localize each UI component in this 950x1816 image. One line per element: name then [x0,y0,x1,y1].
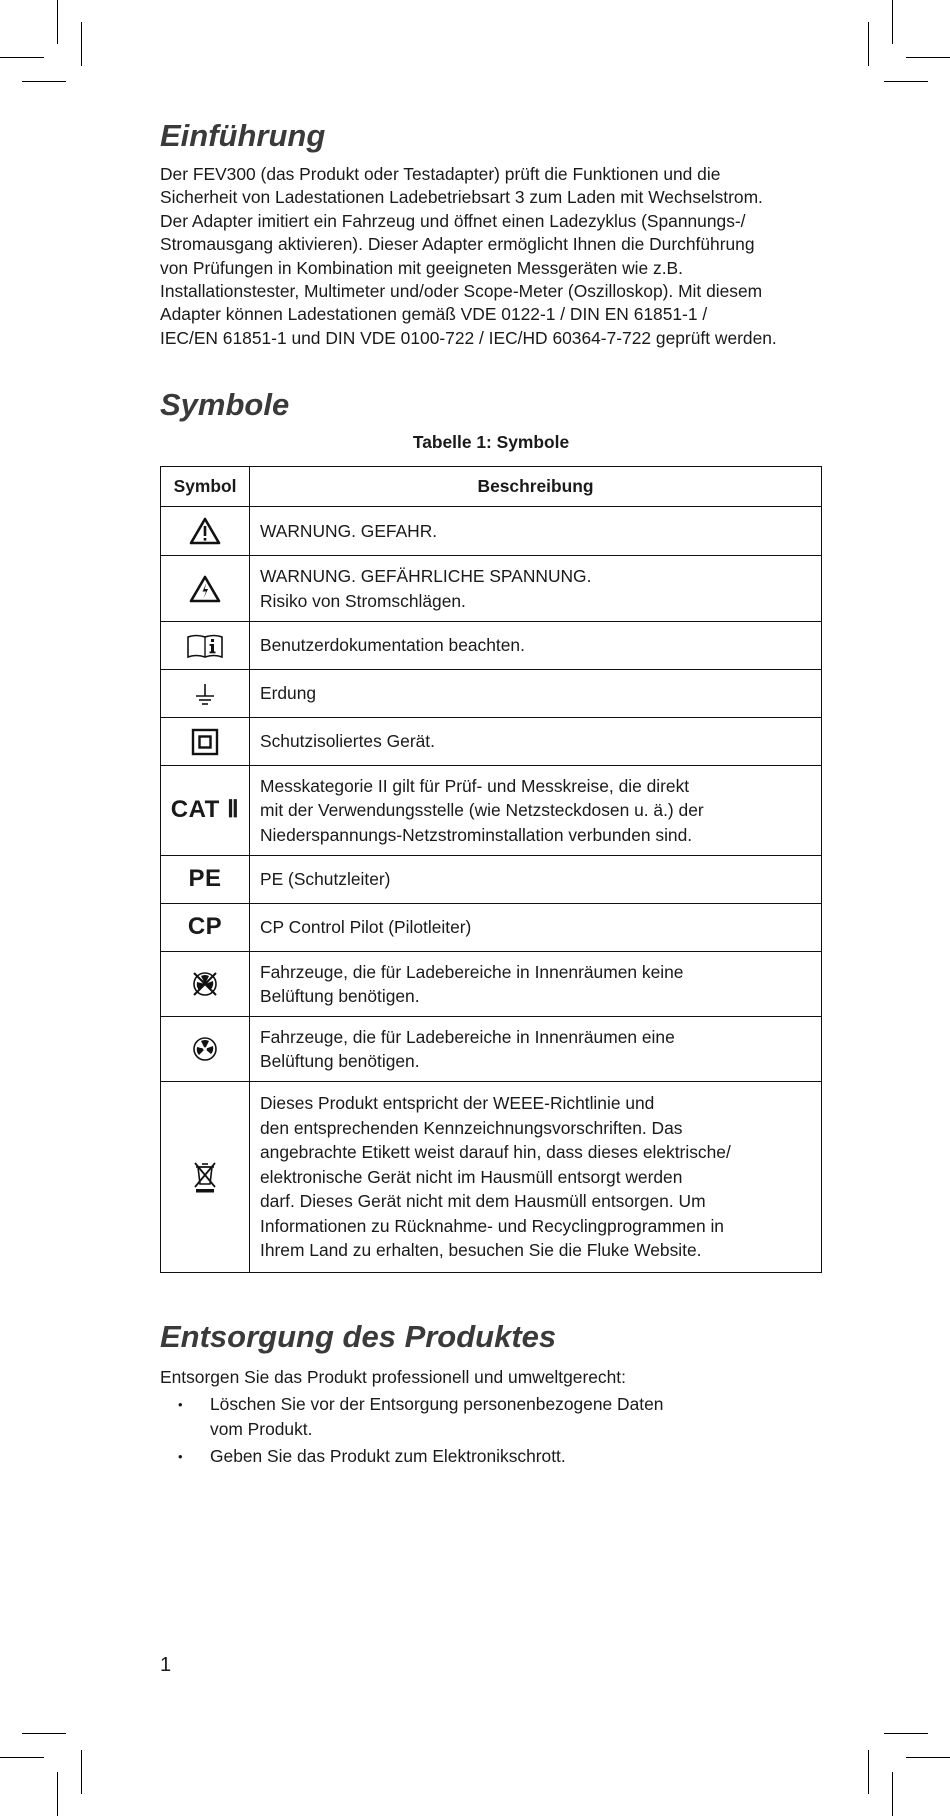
description-line: PE (Schutzleiter) [260,869,391,890]
symbol-cell [161,556,250,622]
intro-line: Der Adapter imitiert ein Fahrzeug und öffnet einen Ladezyklus (Spannungs-/ [160,210,746,231]
description-line: Belüftung benötigen. [260,1051,420,1071]
description-cell [250,622,822,670]
no-ventilation-fan-icon [191,970,219,998]
crop-mark [0,57,44,58]
crop-mark [22,1733,66,1734]
description-line: WARNUNG. GEFAHR. [260,520,438,541]
description-line: Belüftung benötigen. [260,986,420,1006]
crop-mark [81,1750,82,1794]
description-line: elektronische Gerät nicht im Hausmüll entsorgt werden [260,1166,683,1187]
ventilation-fan-icon [191,1035,219,1063]
intro-line: Adapter können Ladestationen gemäß VDE 0122-1 / DIN EN 61851-1 / [160,304,708,325]
table-row [161,507,822,556]
crop-mark [0,1757,44,1758]
description-line: Benutzerdokumentation beachten. [260,635,525,656]
description-cell [250,766,822,856]
disposal-intro: Entsorgen Sie das Produkt professionell und umweltgerecht: [160,1367,626,1387]
symbols-table [160,466,822,1273]
table-header-row [161,467,822,507]
description-cell [250,507,822,556]
description-cell [250,718,822,766]
disposal-heading: Entsorgung des Produktes [160,1319,557,1354]
description-line: Erdung [260,683,317,704]
description-cell [250,1017,822,1082]
description-cell [250,670,822,718]
intro-paragraph [160,163,822,350]
intro-heading: Einführung [160,118,326,153]
pe-symbol: PE [188,864,222,892]
table-row [161,766,822,856]
table-row [161,670,822,718]
symbol-cell [161,1082,250,1273]
table-row [161,718,822,766]
symbol-cell [161,952,250,1017]
table-caption: Tabelle 1: Symbole [412,432,570,452]
table-row [161,622,822,670]
table-row [161,952,822,1017]
table-row [161,1017,822,1082]
description-line: Fahrzeuge, die für Ladebereiche in Innenräumen eine [260,1026,675,1047]
double-insulation-icon [191,728,219,756]
symbol-cell [161,670,250,718]
cat-ii-symbol: CAT Ⅱ [170,795,240,823]
description-line: den entsprechenden Kennzeichnungsvorschriften. Das [260,1117,683,1138]
description-line: Niederspannungs-Netzstrominstallation verbunden sind. [260,824,693,845]
table-row [161,1082,822,1273]
symbols-heading: Symbole [160,387,290,422]
disposal-list [160,1392,740,1471]
crop-mark [868,1750,869,1794]
description-line: Risiko von Stromschlägen. [260,590,466,611]
description-line: Fahrzeuge, die für Ladebereiche in Innenräumen keine [260,961,684,982]
crop-mark [57,0,58,44]
intro-line: Stromausgang aktivieren). Dieser Adapter ermöglicht Ihnen die Durchführung [160,234,755,255]
intro-line: IEC/EN 61851-1 und DIN VDE 0100-722 / IEC/HD 60364-7-722 geprüft werden. [160,327,777,348]
crop-mark [906,1757,950,1758]
description-line: Schutzisoliertes Gerät. [260,731,435,752]
description-cell [250,952,822,1017]
list-item-line: vom Produkt. [210,1419,313,1439]
crop-mark [892,0,893,44]
description-line: angebrachte Etikett weist darauf hin, dass dieses elektrische/ [260,1142,731,1163]
crop-mark [868,22,869,66]
symbol-cell [161,622,250,670]
description-line: darf. Dieses Gerät nicht mit dem Hausmüll entsorgen. Um [260,1191,706,1212]
page-number: 1 [160,1654,172,1676]
crop-mark [892,1772,893,1816]
list-item-line: • Geben Sie das Produkt zum Elektronikschrott. [210,1446,566,1466]
intro-line: Der FEV300 (das Produkt oder Testadapter) prüft die Funktionen und die [160,164,721,184]
description-line: mit der Verwendungsstelle (wie Netzsteckdosen u. ä.) der [260,800,704,821]
intro-line: Installationstester, Multimeter und/oder Scope-Meter (Oszilloskop). Mit diesem [160,281,763,302]
crop-mark [22,81,66,82]
user-documentation-icon [186,633,224,659]
ground-icon [193,682,217,706]
list-item [160,1444,740,1469]
high-voltage-triangle-icon [189,575,221,603]
column-header-description: Beschreibung [250,467,822,507]
list-item-line: • Löschen Sie vor der Entsorgung personenbezogene Daten [210,1394,664,1414]
table-row [161,856,822,904]
crop-mark [884,1733,928,1734]
symbol-cell [161,856,250,904]
description-cell [250,556,822,622]
description-line: WARNUNG. GEFÄHRLICHE SPANNUNG. [260,566,592,586]
list-item [160,1392,740,1442]
table-row [161,904,822,952]
symbol-cell [161,718,250,766]
description-line: Dieses Produkt entspricht der WEEE-Richtlinie und [260,1093,655,1114]
crop-mark [884,81,928,82]
crop-mark [57,1772,58,1816]
description-line: CP Control Pilot (Pilotleiter) [260,917,472,938]
crop-mark [81,22,82,66]
description-cell [250,904,822,952]
cp-symbol: CP [187,912,223,940]
intro-line: Sicherheit von Ladestationen Ladebetriebsart 3 zum Laden mit Wechselstrom. [160,187,763,208]
intro-line: von Prüfungen in Kombination mit geeigneten Messgeräten wie z.B. [160,257,683,278]
description-cell [250,1082,822,1273]
symbol-cell [161,766,250,856]
description-line: Informationen zu Rücknahme- und Recyclingprogrammen in [260,1215,724,1236]
description-cell [250,856,822,904]
crop-mark [906,57,950,58]
symbol-cell [161,904,250,952]
column-header-symbol: Symbol [161,467,250,507]
description-line: Ihrem Land zu erhalten, besuchen Sie die Fluke Website. [260,1240,702,1261]
table-row [161,556,822,622]
weee-crossed-bin-icon [193,1161,217,1193]
symbol-cell [161,1017,250,1082]
warning-triangle-icon [189,517,221,545]
description-line: Messkategorie II gilt für Prüf- und Messkreise, die direkt [260,775,690,796]
symbol-cell [161,507,250,556]
